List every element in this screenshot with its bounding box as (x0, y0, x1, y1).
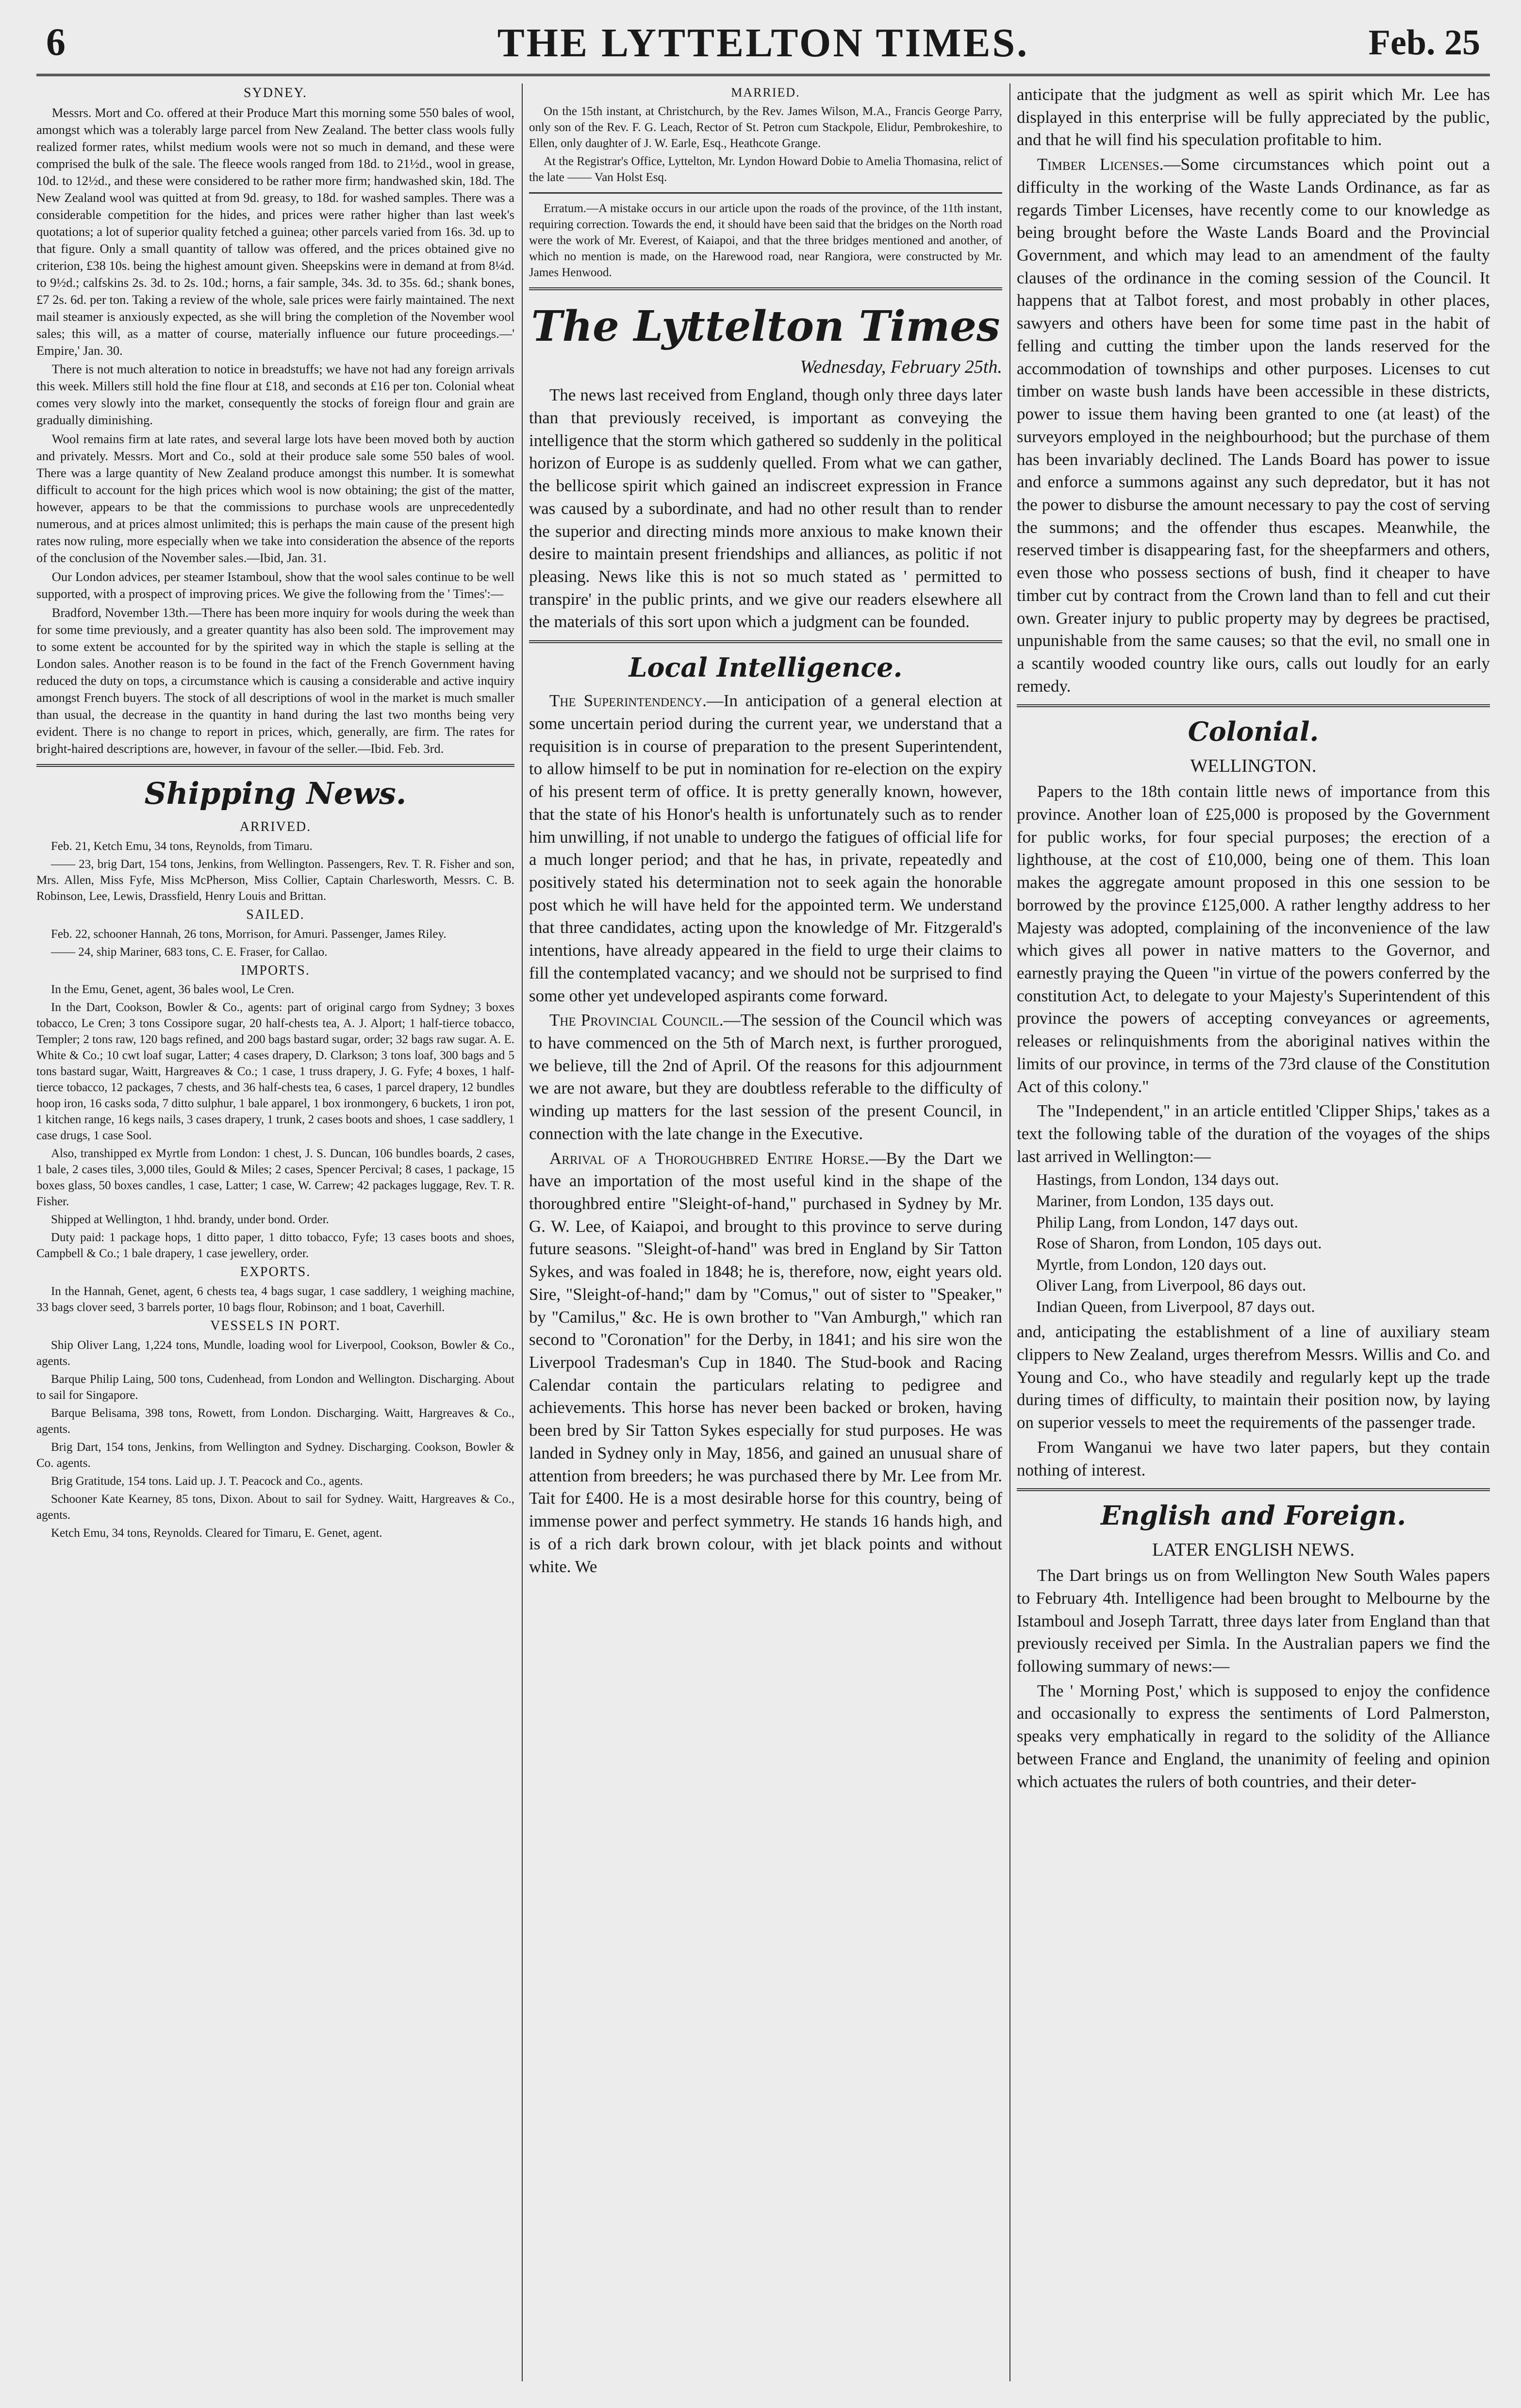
list-item: Myrtle, from London, 120 days out. (1036, 1256, 1267, 1274)
shipping-news-title: Shipping News. (144, 775, 407, 811)
editorial-date: Wednesday, February 25th. (800, 356, 1002, 377)
article-paragraph (529, 1147, 1002, 1578)
exports-label: EXPORTS. (240, 1264, 311, 1280)
article-lead: Arrival of a Thoroughbred Entire Horse. (549, 1148, 869, 1168)
list-item: Ship Oliver Lang, 1,224 tons, Mundle, loading wool for Liverpool, Cookson, Bowler & Co., agents. (36, 1339, 514, 1368)
list-item: Mariner, from London, 135 days out. (1036, 1192, 1274, 1210)
imports-label: IMPORTS. (241, 963, 310, 978)
sailed-label: SAILED. (246, 907, 305, 922)
list-item: Also, transhipped ex Myrtle from London: 1 chest, J. S. Duncan, 106 bundles boards, 2 cases, 1 bale, 2 cases tiles, 3,000 tiles, Gould & Miles; 2 cases, Spencer Percival; 8 cases, 1 package, 15 boxes glass, 50 boxes candles, 1 case, Latter; 1 case, W. Carrew; 42 packages luggage, Rev. T. R. Fisher. (36, 1147, 514, 1209)
column-2 (529, 83, 1002, 2381)
list-item: In the Dart, Cookson, Bowler & Co., agents: part of original cargo from Sydney; 3 boxes tobacco, Le Cren; 3 tons Cossipore sugar, 20 half-chests tea, A. J. Alport; 1 half-tierce tobacco, Templer; 2 tons raw, 120 bags refined, and 200 bags bastard sugar, order; 32 bags raw sugar. A. E. White & Co.; 10 cwt loaf sugar, Latter; 4 cases drapery, D. Clarkson; 3 tons loaf, 300 bags and 5 tons bastard sugar, Waitt, Hargreaves & Co.; 1 case, 1 truss drapery, J. G. Fyfe; 4 boxes, 1 half-tierce tobacco, 12 packages, 7 chests, and 36 half-chests tea, 6 cases, 1 parcel drapery, 12 bundles hoop iron, 16 casks soda, 7 ditto sulphur, 1 bale apparel, 1 box ironmongery, 6 buckets, 1 iron pot, 1 kitchen range, 16 kegs nails, 3 cases drapery, 1 trunk, 2 cases boots and shoes, 1 case saddlery, 1 case drugs, 1 case Sool. (36, 1001, 514, 1143)
section-rule (1017, 1488, 1490, 1491)
article-paragraph: and, anticipating the establishment of a line of auxiliary steam clippers to New Zealand, urges therefrom Messrs. Willis and Co. and Young and Co., who have steadily and regularly kept up the trade during times of difficulty, to maintain their position now, by laying on superior vessels to meet the requirements of the passenger trade. (1017, 1322, 1490, 1432)
article-paragraph (529, 690, 1002, 1007)
article-paragraph: Wool remains firm at late rates, and several large lots have been moved both by auction and privately. Messrs. Mort and Co., sold at their produce sale some 550 bales of wool. There was a large quantity of New Zealand produce amongst this number. It is somewhat difficult to account for the high prices which wool is now obtaining; the gist of the matter, however, appears to be that the commissions to purchase wools are unprecedentedly numerous, and at prices almost unlimited; this is perhaps the main cause of the present high rates now ruling, more especially when we take into consideration the absence of the reports of the conclusion of the November sales.—Ibid, Jan. 31. (36, 432, 514, 565)
married-label: MARRIED. (731, 85, 800, 100)
article-body: —The session of the Council which was to have commenced on the 5th of March next, is further prorogued, we believe, till the 2nd of April. Of the reasons for this adjournment we are not aware, but they are doubtless referable to the difficulty of winding up matters for the last session of the present Council, in connection with the late change in the Executive. (529, 1011, 1002, 1143)
list-item: Shipped at Wellington, 1 hhd. brandy, under bond. Order. (51, 1213, 329, 1227)
article-body: —Some circumstances which point out a difficulty in the working of the Waste Lands Ordinance, as far as regards Timber Licenses, have recently come to our knowledge as being brought before the Waste Lands Board and the Provincial Government, and which may lead to an amendment of the faulty clauses of the ordinance in the coming session of the Council. It happens that at Talbot forest, and most probably in other places, sawyers and others have been for some time past in the habit of felling and cutting the timber upon the lands reserved for the accommodation of townships and other purposes. Licenses to cut timber on waste bush lands have been accessible in these districts, power to issue them having been granted to one (at least) of the surveyors employed in the neighbourhood; but the purchase of them has been invariably declined. The Lands Board has power to issue and enforce a summons against any such depredator, but it has not the power to disburse the amount necessary to pay the cost of serving the summons; and the offender thus escapes. Meanwhile, the reserved timber is disappearing fast, for the sheepfarmers and others, even those who possess sections of bush, find it cheaper to have timber cut by contract from the Crown land than to fell and cut their own. Greater injury to public property may by degrees be practised, unpunishable from the same causes; so that the evil, no small one in a scantily wooded country like ours, calls out loudly for an early remedy. (1017, 155, 1490, 696)
article-paragraph: anticipate that the judgment as well as spirit which Mr. Lee has displayed in this enterprise will be fully appreciated by the public, and that he will find his speculation profitable to him. (1017, 85, 1490, 149)
list-item: Ketch Emu, 34 tons, Reynolds. Cleared for Timaru, E. Genet, agent. (51, 1527, 382, 1540)
list-item: Indian Queen, from Liverpool, 87 days out. (1036, 1298, 1315, 1316)
notice-paragraph: At the Registrar's Office, Lyttelton, Mr. Lyndon Howard Dobie to Amelia Thomasina, relict of the late —— Van Holst Esq. (529, 154, 1002, 184)
column-1 (36, 83, 514, 2381)
article-paragraph: From Wanganui we have two later papers, but they contain nothing of interest. (1017, 1437, 1490, 1479)
list-item: Duty paid: 1 package hops, 1 ditto paper, 1 ditto tobacco, Fyfe; 13 cases boots and shoes, Campbell & Co.; 1 bale drapery, 1 case jewellery, order. (36, 1231, 514, 1261)
list-item: Barque Philip Laing, 500 tons, Cudenhead, from London and Wellington. Discharging. About to sail for Singapore. (36, 1373, 514, 1402)
article-paragraph: Papers to the 18th contain little news of importance from this province. Another loan of £25,000 is proposed by the Government for public works, for four special purposes; the erection of a lighthouse, at the cost of £10,000, being one of them. This loan makes the aggregate amount proposed in this one session to be borrowed by the province £125,000. A rather lengthy address to her Majesty was adopted, complaining of the inconvenience of the law which gives all power in native matters to the Governor, and earnestly praying the Queen "in virtue of the powers conferred by the constitution Act, to delegate to your Majesty's Superintendent of this province the powers of accepting conveyances or agreements, releases or relinquishments from the aboriginal natives within the limits of our province, in terms of the 73rd clause of the Constitution Act of this colony." (1017, 782, 1490, 1096)
list-item: In the Hannah, Genet, agent, 6 chests tea, 4 bags sugar, 1 case saddlery, 1 weighing machine, 33 bags clover seed, 3 barrels porter, 10 bags flour, Robinson; and 1 boat, Caverhill. (36, 1285, 514, 1314)
column-3 (1017, 83, 1490, 2381)
wellington-heading: WELLINGTON. (1190, 756, 1317, 777)
editorial-masthead: The Lyttelton Times (531, 301, 1000, 351)
list-item: Brig Gratitude, 154 tons. Laid up. J. T. Peacock and Co., agents. (51, 1475, 363, 1488)
list-item: Rose of Sharon, from London, 105 days out. (1036, 1235, 1322, 1253)
column-divider (1009, 83, 1010, 2381)
article-paragraph: The "Independent," in an article entitled 'Clipper Ships,' takes as a text the following table of the duration of the voyages of the ships last arrived in Wellington:— (1017, 1101, 1490, 1166)
local-intelligence-title: Local Intelligence. (628, 652, 903, 683)
newspaper-title: THE LYTTELTON TIMES. (497, 20, 1029, 66)
section-rule (36, 764, 514, 767)
list-item: Philip Lang, from London, 147 days out. (1036, 1213, 1298, 1231)
list-item: —— 23, brig Dart, 154 tons, Jenkins, from Wellington. Passengers, Rev. T. R. Fisher and son, Mrs. Allen, Miss Fyfe, Miss McPherson, Miss Collier, Captain Charlesworth, Messrs. C. B. Robinson, Lee, Lewis, Drassfield, Henry Louis and Brittan. (36, 857, 514, 903)
list-item: Schooner Kate Kearney, 85 tons, Dixon. About to sail for Sydney. Waitt, Hargreaves & Co., agents. (36, 1493, 514, 1522)
notice-paragraph: On the 15th instant, at Christchurch, by the Rev. James Wilson, M.A., Francis George Parry, only son of the Rev. F. G. Leach, Rector of St. Petron cum Stackpole, Elidur, Pembrokeshire, to Ellen, only daughter of J. W. Earle, Esq., Heathcote Grange. (529, 104, 1002, 150)
article-paragraph (529, 1009, 1002, 1145)
list-item: —— 24, ship Mariner, 683 tons, C. E. Fraser, for Callao. (51, 945, 328, 959)
sydney-heading: SYDNEY. (244, 85, 307, 100)
page-number: 6 (46, 21, 66, 64)
list-item: Feb. 21, Ketch Emu, 34 tons, Reynolds, from Timaru. (51, 839, 313, 853)
article-paragraph: The Dart brings us on from Wellington New South Wales papers to February 4th. Intelligence had been brought to Melbourne by the Istamboul and Joseph Tarratt, three days later from England than that previously received per Simla. In the Australian papers we find the following summary of news:— (1017, 1566, 1490, 1676)
article-paragraph: Bradford, November 13th.—There has been more inquiry for wools during the week than for some time previously, and a greater quantity has also been sold. The improvement may to some extent be accounted for by the spirited way in which the staple is selling at the London sales. Another reason is to be found in the fact of the French Government having reduced the duty on tops, a circumstance which is causing a considerable and active inquiry amongst French buyers. The stock of all descriptions of wool in the market is much smaller than usual, the decrease in the quantity in hand during the last two months being very evident. There is no change to report in prices, which, generally, are firm. The rates for bright-haired descriptions are, however, in favour of the seller.—Ibid. Feb. 3rd. (36, 605, 514, 756)
list-item: Hastings, from London, 134 days out. (1036, 1171, 1279, 1189)
article-paragraph: The ' Morning Post,' which is supposed to enjoy the confidence and occasionally to express the sentiments of Lord Palmerston, speaks very emphatically in regard to the solidity of the Alliance between France and England, the unanimity of feeling and opinion which actuates the rulers of both countries, and their deter- (1017, 1681, 1490, 1791)
erratum-notice: Erratum.—A mistake occurs in our article upon the roads of the province, of the 11th instant, requiring correction. Towards the end, it should have been said that the bridges on the North road were the work of Mr. Everest, of Kaiapoi, and that the three bridges mentioned and another, of which no mention is made, on the Harewood road, near Rangiora, were constructed by Mr. James Henwood. (529, 201, 1002, 279)
article-lead: The Superintendency. (549, 691, 707, 711)
article-body: —In anticipation of a general election at some uncertain period during the current year, we understand that a requisition is in course of preparation to the present Superintendent, to allow himself to be put in nomination for re-election on the expiry of his present term of office. It is pretty generally known, however, that the state of his Honor's health is unfortunately such as to render him unwilling, if not unable to undergo the fatigues of official life for a much longer period; and that he has, in private, repeatedly and positively stated his determination not to seek again the honorable post which he will have held for the appointed term. We understand that three candidates, acting upon the knowledge of Mr. Fitzgerald's intentions, have already appeared in the field to urge their claims to fill the contemplated vacancy; and we should not be surprised to find some other yet undeveloped aspirants come forward. (529, 691, 1002, 1005)
article-paragraph: There is not much alteration to notice in breadstuffs; we have not had any foreign arrivals this week. Millers still hold the fine flour at £18, and seconds at £16 per ton. Colonial wheat comes very slowly into the market, consequently the stocks of foreign flour and grain are gradually diminishing. (36, 362, 514, 428)
list-item: Feb. 22, schooner Hannah, 26 tons, Morrison, for Amuri. Passenger, James Riley. (51, 927, 446, 941)
masthead (36, 11, 1490, 74)
later-news-heading: LATER ENGLISH NEWS. (1152, 1540, 1355, 1561)
masthead-rule (36, 74, 1490, 76)
article-lead: The Provincial Council. (549, 1011, 724, 1030)
vessels-label: VESSELS IN PORT. (210, 1318, 341, 1334)
issue-date: Feb. 25 (1368, 23, 1480, 63)
article-paragraph: Messrs. Mort and Co. offered at their Produce Mart this morning some 550 bales of wool, amongst which was a tolerably large parcel from New Zealand. The better class wools fully realized former rates, whilst medium wools were not so much in demand, and these were comprised the bulk of the sale. The fleece wools ranged from 18d. to 21½d., wool in grease, 10d. to 12½d., and these were considered to be rather more firm; handwashed skin, 18d. The New Zealand wool was quitted at from 9d. greasy, to 18d. for washed samples. There was a considerable competition for the hides, and prices were rather higher than last week's quotations; a lot of superior quality fetched a guinea; other parcels varied from 16s. 3d. up to that figure. Only a small quantity of tallow was offered, and the prices obtained give no criterion, £38 10s. being the highest amount given. Sheepskins were in demand at from 8¼d. to 9½d.; calfskins 2s. 3d. to 2s. 10d.; horns, a fair sample, 34s. 3d. to 35s. 6d.; shank bones, £7 2s. 6d. per ton. Taking a review of the whole, sale prices were fairly maintained. The next mail steamer is anxiously expected, as she will bring the completion of the November wool sales; this will, as a matter of course, materially influence our future proceedings.—' Empire,' Jan. 30. (36, 105, 514, 358)
english-foreign-title: English and Foreign. (1100, 1500, 1406, 1531)
article-paragraph: Our London advices, per steamer Istamboul, show that the wool sales continue to be well supported, with a prospect of improving prices. We give the following from the ' Times':— (36, 569, 514, 601)
editorial-paragraph: The news last received from England, though only three days later than that previously received, is important as conveying the intelligence that the storm which gathered so suddenly in the political horizon of Europe is as suddenly quelled. From what we can gather, the bellicose spirit which gained an indiscreet expression in France was caused by a subordinate, and had no other result than to render the superior and directing minds more anxious to make known their desire to maintain present friendships and alliances, as politic if not pleasing. News like this is not so much stated as ' permitted to transpire' in the public prints, and we give our readers elsewhere all the materials of this sort upon which a judgment can be founded. (529, 385, 1002, 631)
section-rule (529, 192, 1002, 194)
section-rule (529, 287, 1002, 290)
column-divider (522, 83, 523, 2381)
list-item: Barque Belisama, 398 tons, Rowett, from London. Discharging. Waitt, Hargreaves & Co., agents. (36, 1407, 514, 1436)
list-item: In the Emu, Genet, agent, 36 bales wool, Le Cren. (51, 983, 295, 996)
article-lead: Timber Licenses. (1037, 155, 1164, 174)
list-item: Oliver Lang, from Liverpool, 86 days out. (1036, 1277, 1306, 1295)
article-body: —By the Dart we have an importation of the most useful kind in the shape of the thoroughbred entire "Sleight-of-hand," purchased in Sydney by Mr. G. W. Lee, of Kaiapoi, and brought to this province to serve during future seasons. "Sleight-of-hand" was bred in England by Sir Tatton Sykes, and was foaled in 1848; he is, therefore, now, eight years old. Sire, "Sleight-of-hand;" dam by "Comus," out of sister to "Speaker," by "Camilus," &c. He is own brother to "Van Amburgh," which ran second to "Coronation" for the Derby, in 1841; and his sire won the Liverpool Tradesman's Cup in 1840. The Stud-book and Racing Calendar contain the particulars relating to pedigree and achievements. This horse has never been backed or broken, having been bred by Sir Tatton Sykes especially for stud purposes. He was landed in Sydney only in May, 1856, and gained an unusual share of attention from breeders; he was purchased there by Mr. Lee from Mr. Tait for £400. He is a most desirable horse for this country, being of immense power and perfect symmetry. He stands 16 hands high, and is of a rich dark brown colour, with jet black points and without white. We (529, 1148, 1002, 1576)
voyage-table (1036, 1170, 1490, 1318)
list-item: Brig Dart, 154 tons, Jenkins, from Wellington and Sydney. Discharging. Cookson, Bowler & Co. agents. (36, 1441, 514, 1470)
section-rule (1017, 704, 1490, 707)
colonial-title: Colonial. (1188, 716, 1319, 747)
arrived-label: ARRIVED. (239, 819, 312, 834)
article-paragraph (1017, 153, 1490, 697)
section-rule (529, 640, 1002, 643)
